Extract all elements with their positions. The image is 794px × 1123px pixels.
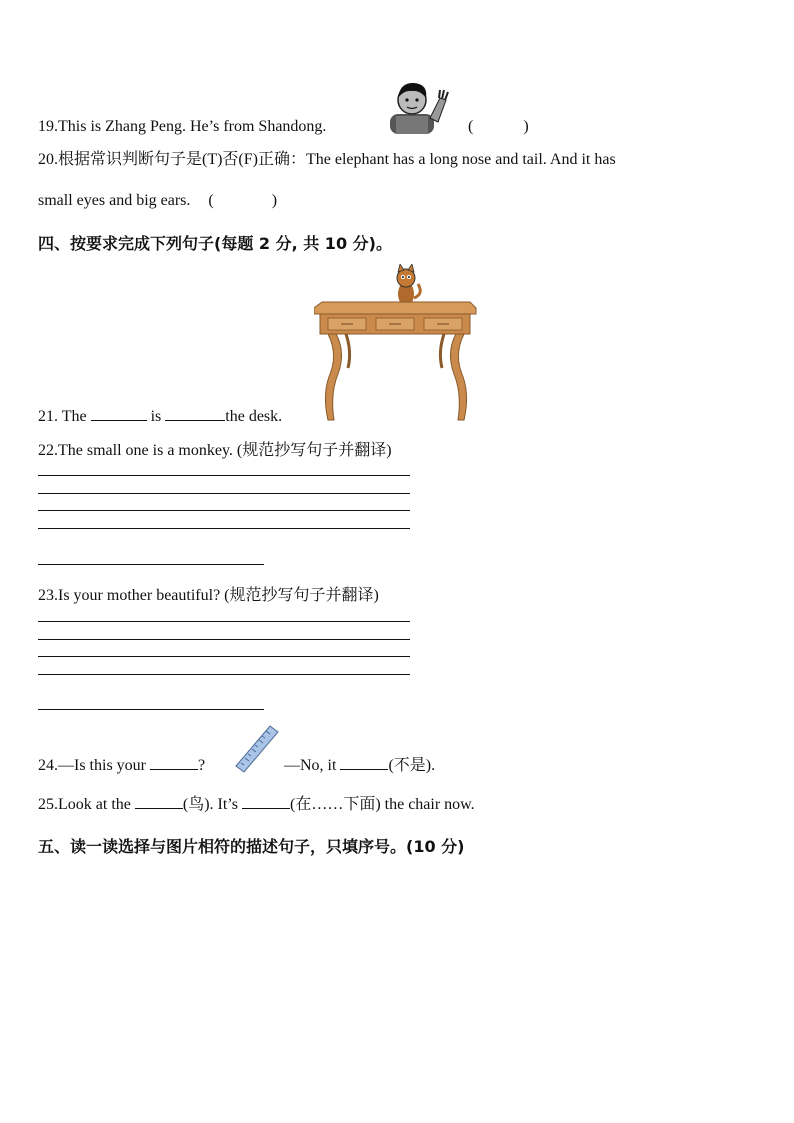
- writing-line[interactable]: [38, 510, 410, 511]
- translation-line[interactable]: [38, 564, 264, 565]
- section-5-heading: 五、读一读选择与图片相符的描述句子，只填序号。(10 分): [38, 837, 465, 856]
- writing-line[interactable]: [38, 674, 410, 675]
- question-23-text: 23.Is your mother beautiful? (规范抄写句子并翻译): [38, 587, 379, 604]
- question-21-text: 21. The: [38, 408, 87, 425]
- paren-close: ): [523, 118, 529, 135]
- question-22-text: 22.The small one is a monkey. (规范抄写句子并翻译): [38, 442, 392, 459]
- paren-open: (: [468, 118, 474, 135]
- question-25-text-2: (鸟). It’s: [182, 796, 238, 813]
- question-24-text-3: —No, it: [284, 757, 337, 774]
- section-4-heading: 四、按要求完成下列句子(每题 2 分, 共 10 分)。: [38, 234, 392, 253]
- paren-close: ): [271, 192, 278, 209]
- question-25-text: 25.Look at the: [38, 796, 131, 813]
- question-25: [38, 794, 475, 815]
- desk-with-cat-icon: [314, 264, 478, 424]
- question-24-text: 24.—Is this your: [38, 757, 146, 774]
- boy-waving-icon: [390, 78, 452, 134]
- ruler-icon: [232, 722, 280, 774]
- answer-blank[interactable]: [340, 755, 388, 770]
- question-24: [38, 755, 205, 776]
- answer-blank[interactable]: [135, 794, 183, 809]
- translation-line[interactable]: [38, 709, 264, 710]
- writing-line[interactable]: [38, 639, 410, 640]
- question-21: [38, 406, 282, 427]
- answer-blank[interactable]: [165, 406, 225, 421]
- paren-open: (: [208, 192, 214, 209]
- question-22: [38, 441, 392, 461]
- question-21-text-2: is: [150, 408, 162, 425]
- question-19: [38, 117, 326, 137]
- answer-blank[interactable]: [91, 406, 147, 421]
- question-20-text: 20.根据常识判断句子是(T)否(F)正确：The elephant has a long nose and tail. And it has: [38, 151, 616, 168]
- question-25-text-3: (在……下面) the chair now.: [289, 796, 475, 813]
- answer-blank[interactable]: [242, 794, 290, 809]
- writing-line[interactable]: [38, 475, 410, 476]
- answer-blank[interactable]: [150, 755, 198, 770]
- question-20-text-2: small eyes and big ears.: [38, 192, 191, 209]
- writing-line[interactable]: [38, 656, 410, 657]
- question-24-text-2: ?: [198, 757, 206, 774]
- question-23: [38, 586, 379, 606]
- question-19-text: 19.This is Zhang Peng. He’s from Shandong.: [38, 118, 327, 135]
- question-21-text-3: the desk.: [225, 408, 283, 425]
- writing-line[interactable]: [38, 528, 410, 529]
- question-19-paren: [468, 117, 529, 137]
- question-20-line2: [38, 191, 277, 211]
- writing-line[interactable]: [38, 493, 410, 494]
- writing-line[interactable]: [38, 621, 410, 622]
- question-24-text-4: (不是).: [388, 757, 436, 774]
- question-24-answer: [284, 755, 435, 776]
- question-20-line1: [38, 150, 616, 170]
